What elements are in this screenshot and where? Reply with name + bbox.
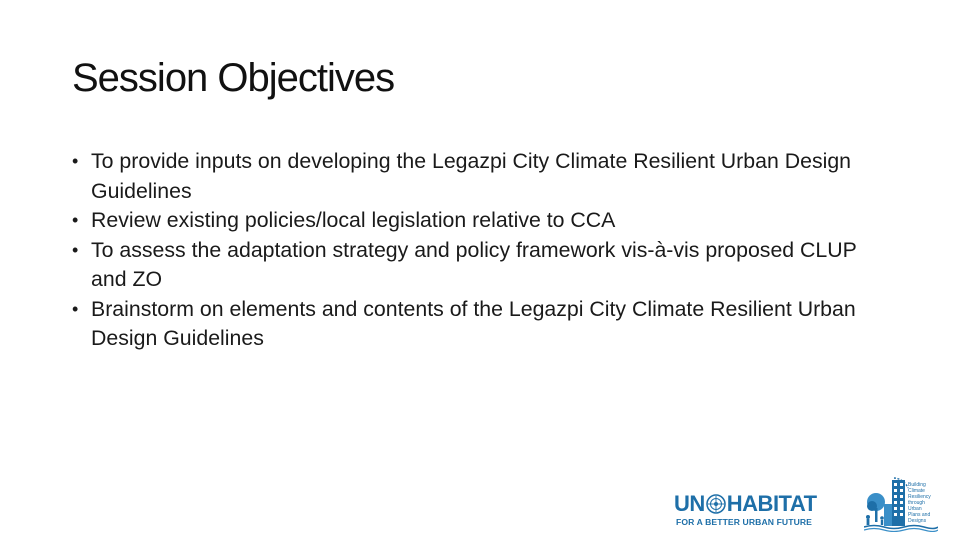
un-habitat-logo	[674, 493, 842, 529]
logo-un-text: UN	[674, 491, 705, 516]
list-item	[72, 206, 872, 236]
logo-habitat-text: HABITAT	[726, 491, 817, 516]
bullet-text: To assess the adaptation strategy and policy framework vis-à-vis proposed CLUP and ZO	[91, 237, 857, 291]
bullet-text: Review existing policies/local legislation relative to CCA	[91, 208, 616, 232]
project-logo-text: Building Climate Resiliency through Urban Plans and Designs	[908, 482, 931, 524]
objectives-list	[72, 147, 872, 354]
slide-title: Session Objectives	[72, 56, 395, 100]
project-logo	[864, 474, 938, 532]
list-item	[72, 236, 872, 295]
bullet-icon: •	[72, 298, 79, 319]
list-item	[72, 147, 872, 206]
bullet-text: To provide inputs on developing the Legazpi City Climate Resilient Urban Design Guidelines	[91, 149, 852, 203]
bullet-text: Brainstorm on elements and contents of the Legazpi City Climate Resilient Urban Design Guidelines	[91, 296, 856, 350]
un-emblem-icon	[706, 494, 726, 514]
bullet-icon: •	[72, 239, 79, 260]
bullet-icon: •	[72, 210, 79, 230]
un-habitat-wordmark	[674, 493, 817, 515]
logo-tagline: FOR A BETTER URBAN FUTURE	[676, 517, 813, 527]
bullet-icon: •	[72, 151, 79, 171]
list-item	[72, 295, 872, 354]
